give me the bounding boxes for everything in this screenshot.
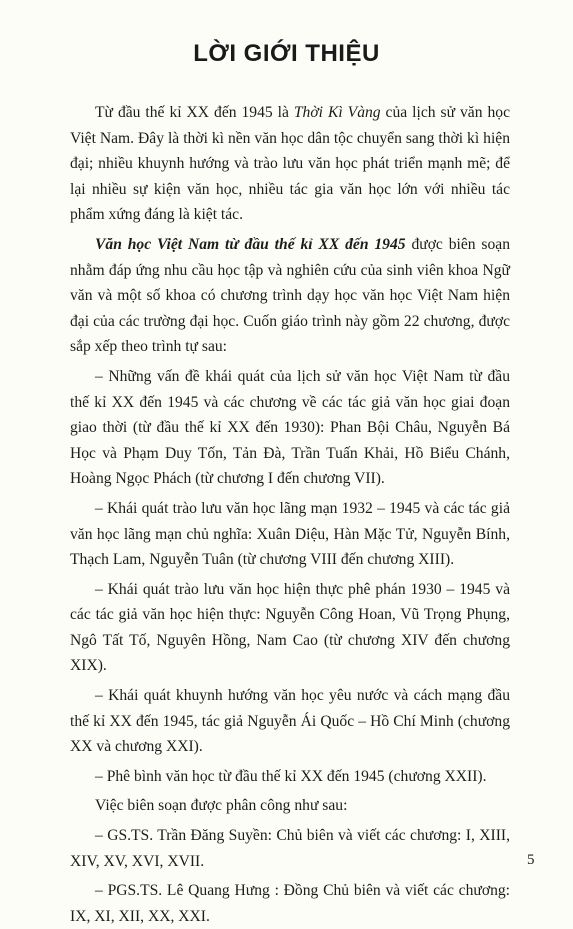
paragraph-chapters-14-19: – Khái quát trào lưu văn học hiện thực phê phán 1930 – 1945 và các tác giả văn học hiện thực: Nguyễn Công Hoan, Vũ Trọng Phụng, Ngô Tất Tố, Nguyên Hồng, Nam Cao (từ chương XIV đến chương XIX). bbox=[70, 580, 510, 675]
book-title: Văn học Việt Nam từ đầu thế kỉ XX đến 1945 bbox=[95, 235, 406, 253]
paragraph-assignment-intro: Việc biên soạn được phân công như sau: bbox=[95, 797, 348, 815]
paragraph-author-suyen: – GS.TS. Trần Đăng Suyền: Chủ biên và viết các chương: I, XIII, XIV, XV, XVI, XVII. bbox=[70, 827, 510, 870]
page-title: LỜI GIỚI THIỆU bbox=[193, 40, 380, 67]
golden-era-emphasis: Thời Kì Vàng bbox=[293, 104, 381, 121]
paragraph-chapters-20-21: – Khái quát khuynh hướng văn học yêu nước và cách mạng đầu thế kỉ XX đến 1945, tác giả Nguyễn Ái Quốc – Hồ Chí Minh (chương XX và chương XXI). bbox=[70, 687, 510, 756]
paragraph-intro-post: của lịch sử văn học Việt Nam. Đây là thời kì nền văn học dân tộc chuyển sang thời kì hiện đại; nhiều khuynh hướng và trào lưu văn học phát triển mạnh mẽ; để lại nhiều sự kiện văn học, nhiều tác gia văn học lớn với nhiều tác phẩm xứng đáng là kiệt tác. bbox=[70, 104, 510, 224]
paragraph-book-post: được biên soạn nhằm đáp ứng nhu cầu học tập và nghiên cứu của sinh viên khoa Ngữ văn và một số khoa có chương trình dạy học văn học Việt Nam hiện đại của các trường đại học. Cuốn giáo trình này gồm 22 chương, được sắp xếp theo trình tự sau: bbox=[70, 235, 511, 356]
paragraph-book-purpose bbox=[70, 232, 510, 360]
body-text bbox=[70, 100, 510, 929]
page-number: 5 bbox=[527, 852, 535, 868]
paragraph-chapters-1-7: – Những vấn đề khái quát của lịch sử văn học Việt Nam từ đầu thế kỉ XX đến 1945 và các chương về các tác giả văn học giai đoạn giao thời (từ đầu thế kỉ XX đến 1930): Phan Bội Châu, Nguyễn Bá Học và Phạm Duy Tốn, Tản Đà, Trần Tuấn Khải, Hồ Biểu Chánh, Hoàng Ngọc Phách (từ chương I đến chương VII). bbox=[70, 367, 510, 488]
paragraph-intro-pre: Từ đầu thế kỉ XX đến 1945 là bbox=[95, 104, 294, 121]
paragraph-author-hung: – PGS.TS. Lê Quang Hưng : Đồng Chủ biên và viết các chương: IX, XI, XII, XX, XXI. bbox=[70, 882, 510, 925]
paragraph-chapter-22: – Phê bình văn học từ đầu thế kỉ XX đến 1945 (chương XXII). bbox=[95, 767, 487, 785]
paragraph-intro bbox=[70, 100, 510, 228]
paragraph-chapters-8-13: – Khái quát trào lưu văn học lãng mạn 1932 – 1945 và các tác giả văn học lãng mạn chủ nghĩa: Xuân Diệu, Hàn Mặc Tử, Nguyễn Bính, Thạch Lam, Nguyễn Tuân (từ chương VIII đến chương XIII). bbox=[70, 499, 510, 569]
